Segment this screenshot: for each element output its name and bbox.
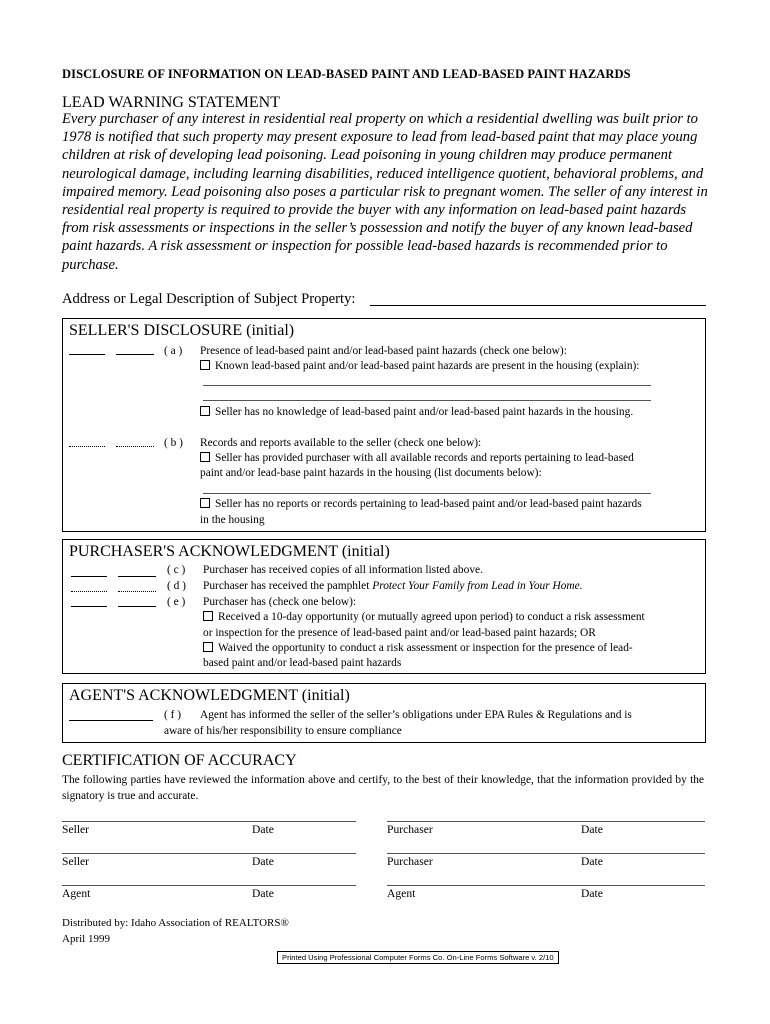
item-a-label: ( a ) [164,345,183,357]
software-footer: Printed Using Professional Computer Forms Co. On-Line Forms Software v. 2/10 [277,951,559,964]
item-e-option-2-text-2: based paint and/or lead-based paint hazards [203,657,402,669]
purchaser-signature-line-1[interactable] [387,821,705,822]
seller-initial-b2[interactable] [116,446,154,447]
item-b-label: ( b ) [164,437,183,449]
checkbox-known-lead[interactable] [200,360,210,370]
item-a-option-1-text: Known lead-based paint and/or lead-based paint hazards are present in the housing (explain): [215,360,640,372]
sig-label-date-6: Date [581,887,603,900]
item-e-option-2 [203,641,633,655]
sig-label-date-4: Date [581,855,603,868]
item-f-text-2: aware of his/her responsibility to ensure compliance [164,725,402,737]
sig-label-agent-2: Agent [387,887,416,900]
checkbox-received-opportunity[interactable] [203,611,213,621]
item-e-option-1 [203,610,645,624]
address-field[interactable] [370,305,706,306]
distributed-by: Distributed by: Idaho Association of REALTORS® [62,917,289,929]
item-a-option-2 [200,405,633,419]
item-e-option-2-text: Waived the opportunity to conduct a risk assessment or inspection for the presence of lead- [218,642,633,654]
purchaser-initial-c1[interactable] [71,576,107,577]
purchaser-signature-line-2[interactable] [387,853,705,854]
purchasers-acknowledgment-section [62,539,706,674]
certification-text: The following parties have reviewed the information above and certify, to the best of their knowledge, that the information provided by the signatory is true and accurate. [62,774,704,802]
seller-signature-line-1[interactable] [62,821,356,822]
seller-initial-a1[interactable] [69,354,105,355]
purchaser-initial-e2[interactable] [118,606,156,607]
sig-label-seller-1: Seller [62,823,90,836]
item-a-option-2-text: Seller has no knowledge of lead-based paint and/or lead-based paint hazards in the housing. [215,406,634,418]
sellers-disclosure-section [62,318,706,532]
item-d-label: ( d ) [167,580,186,592]
purchaser-initial-e1[interactable] [71,606,107,607]
sig-label-seller-2: Seller [62,855,90,868]
item-e-label: ( e ) [167,596,186,608]
item-c-text: Purchaser has received copies of all information listed above. [203,564,483,576]
certification-heading: CERTIFICATION OF ACCURACY [62,752,297,769]
item-f-text: Agent has informed the seller of the seller’s obligations under EPA Rules & Regulations and is [200,709,632,721]
item-b-option-1-text: Seller has provided purchaser with all available records and reports pertaining to lead-based [215,452,634,464]
explain-line-2[interactable] [203,400,651,401]
item-a-text: Presence of lead-based paint and/or lead-based paint hazards (check one below): [200,345,567,357]
agent-signature-line-2[interactable] [387,885,705,886]
item-d-text-main: Purchaser has received the pamphlet [203,580,370,592]
checkbox-no-knowledge[interactable] [200,406,210,416]
documents-line[interactable] [203,493,651,494]
lead-warning-text: Every purchaser of any interest in residential real property on which a residential dwelling was built prior to 1978 is notified that such property may present exposure to lead from lead-based paint that may place young children at risk of developing lead poisoning. Lead poisoning in young children may produce permanent neurological damage, including learning disabilities, reduced intelligence quotient, behavioral problems, and impaired memory. Lead poisoning also poses a particular risk to pregnant women. The seller of any interest in residential real property is required to provide the buyer with any information on lead-based paint hazards from risk assessments or inspections in the seller’s possession and notify the buyer of any known lead-based paint hazards. A risk assessment or inspection for possible lead-based hazards is recommended prior to purchase. [62,111,708,273]
sig-label-agent-1: Agent [62,887,91,900]
sig-label-date-2: Date [581,823,603,836]
checkbox-records-provided[interactable] [200,452,210,462]
item-b-text: Records and reports available to the seller (check one below): [200,437,482,449]
pamphlet-title: Protect Your Family from Lead in Your Home. [372,580,583,592]
agent-initial-f[interactable] [69,720,153,721]
address-label: Address or Legal Description of Subject Property: [62,291,356,307]
purchaser-initial-d2[interactable] [118,591,156,592]
checkbox-waived-opportunity[interactable] [203,642,213,652]
sig-label-date-1: Date [252,823,274,836]
item-b-option-2-text-2: in the housing [200,514,265,526]
item-b-option-1 [200,451,634,465]
item-d-text [203,579,583,593]
sig-label-purchaser-2: Purchaser [387,855,433,868]
seller-initial-b1[interactable] [69,446,105,447]
item-a-option-1 [200,359,639,373]
agents-acknowledgment-heading: AGENT'S ACKNOWLEDGMENT (initial) [69,687,350,704]
form-title: DISCLOSURE OF INFORMATION ON LEAD-BASED PAINT AND LEAD-BASED PAINT HAZARDS [62,67,631,81]
sig-label-date-3: Date [252,855,274,868]
item-b-option-2 [200,497,642,511]
item-e-option-1-text: Received a 10-day opportunity (or mutually agreed upon period) to conduct a risk assessment [218,611,645,623]
form-date: April 1999 [62,933,110,945]
item-f-label: ( f ) [164,709,182,721]
agents-acknowledgment-section [62,683,706,743]
sig-label-purchaser-1: Purchaser [387,823,433,836]
agent-signature-line-1[interactable] [62,885,356,886]
sellers-disclosure-heading: SELLER'S DISCLOSURE (initial) [69,322,295,339]
purchasers-acknowledgment-heading: PURCHASER'S ACKNOWLEDGMENT (initial) [69,543,390,560]
purchaser-initial-d1[interactable] [71,591,107,592]
item-b-option-1-text-2: paint and/or lead-base paint hazards in the housing (list documents below): [200,467,542,479]
seller-initial-a2[interactable] [116,354,154,355]
seller-signature-line-2[interactable] [62,853,356,854]
item-b-option-2-text: Seller has no reports or records pertaining to lead-based paint and/or lead-based paint hazards [215,498,642,510]
purchaser-initial-c2[interactable] [118,576,156,577]
item-c-label: ( c ) [167,564,186,576]
item-e-text: Purchaser has (check one below): [203,596,357,608]
checkbox-no-records[interactable] [200,498,210,508]
sig-label-date-5: Date [252,887,274,900]
lead-warning-heading: LEAD WARNING STATEMENT [62,94,280,111]
item-e-option-1-text-2: or inspection for the presence of lead-based paint and/or lead-based paint hazards; OR [203,627,596,639]
explain-line-1[interactable] [203,385,651,386]
